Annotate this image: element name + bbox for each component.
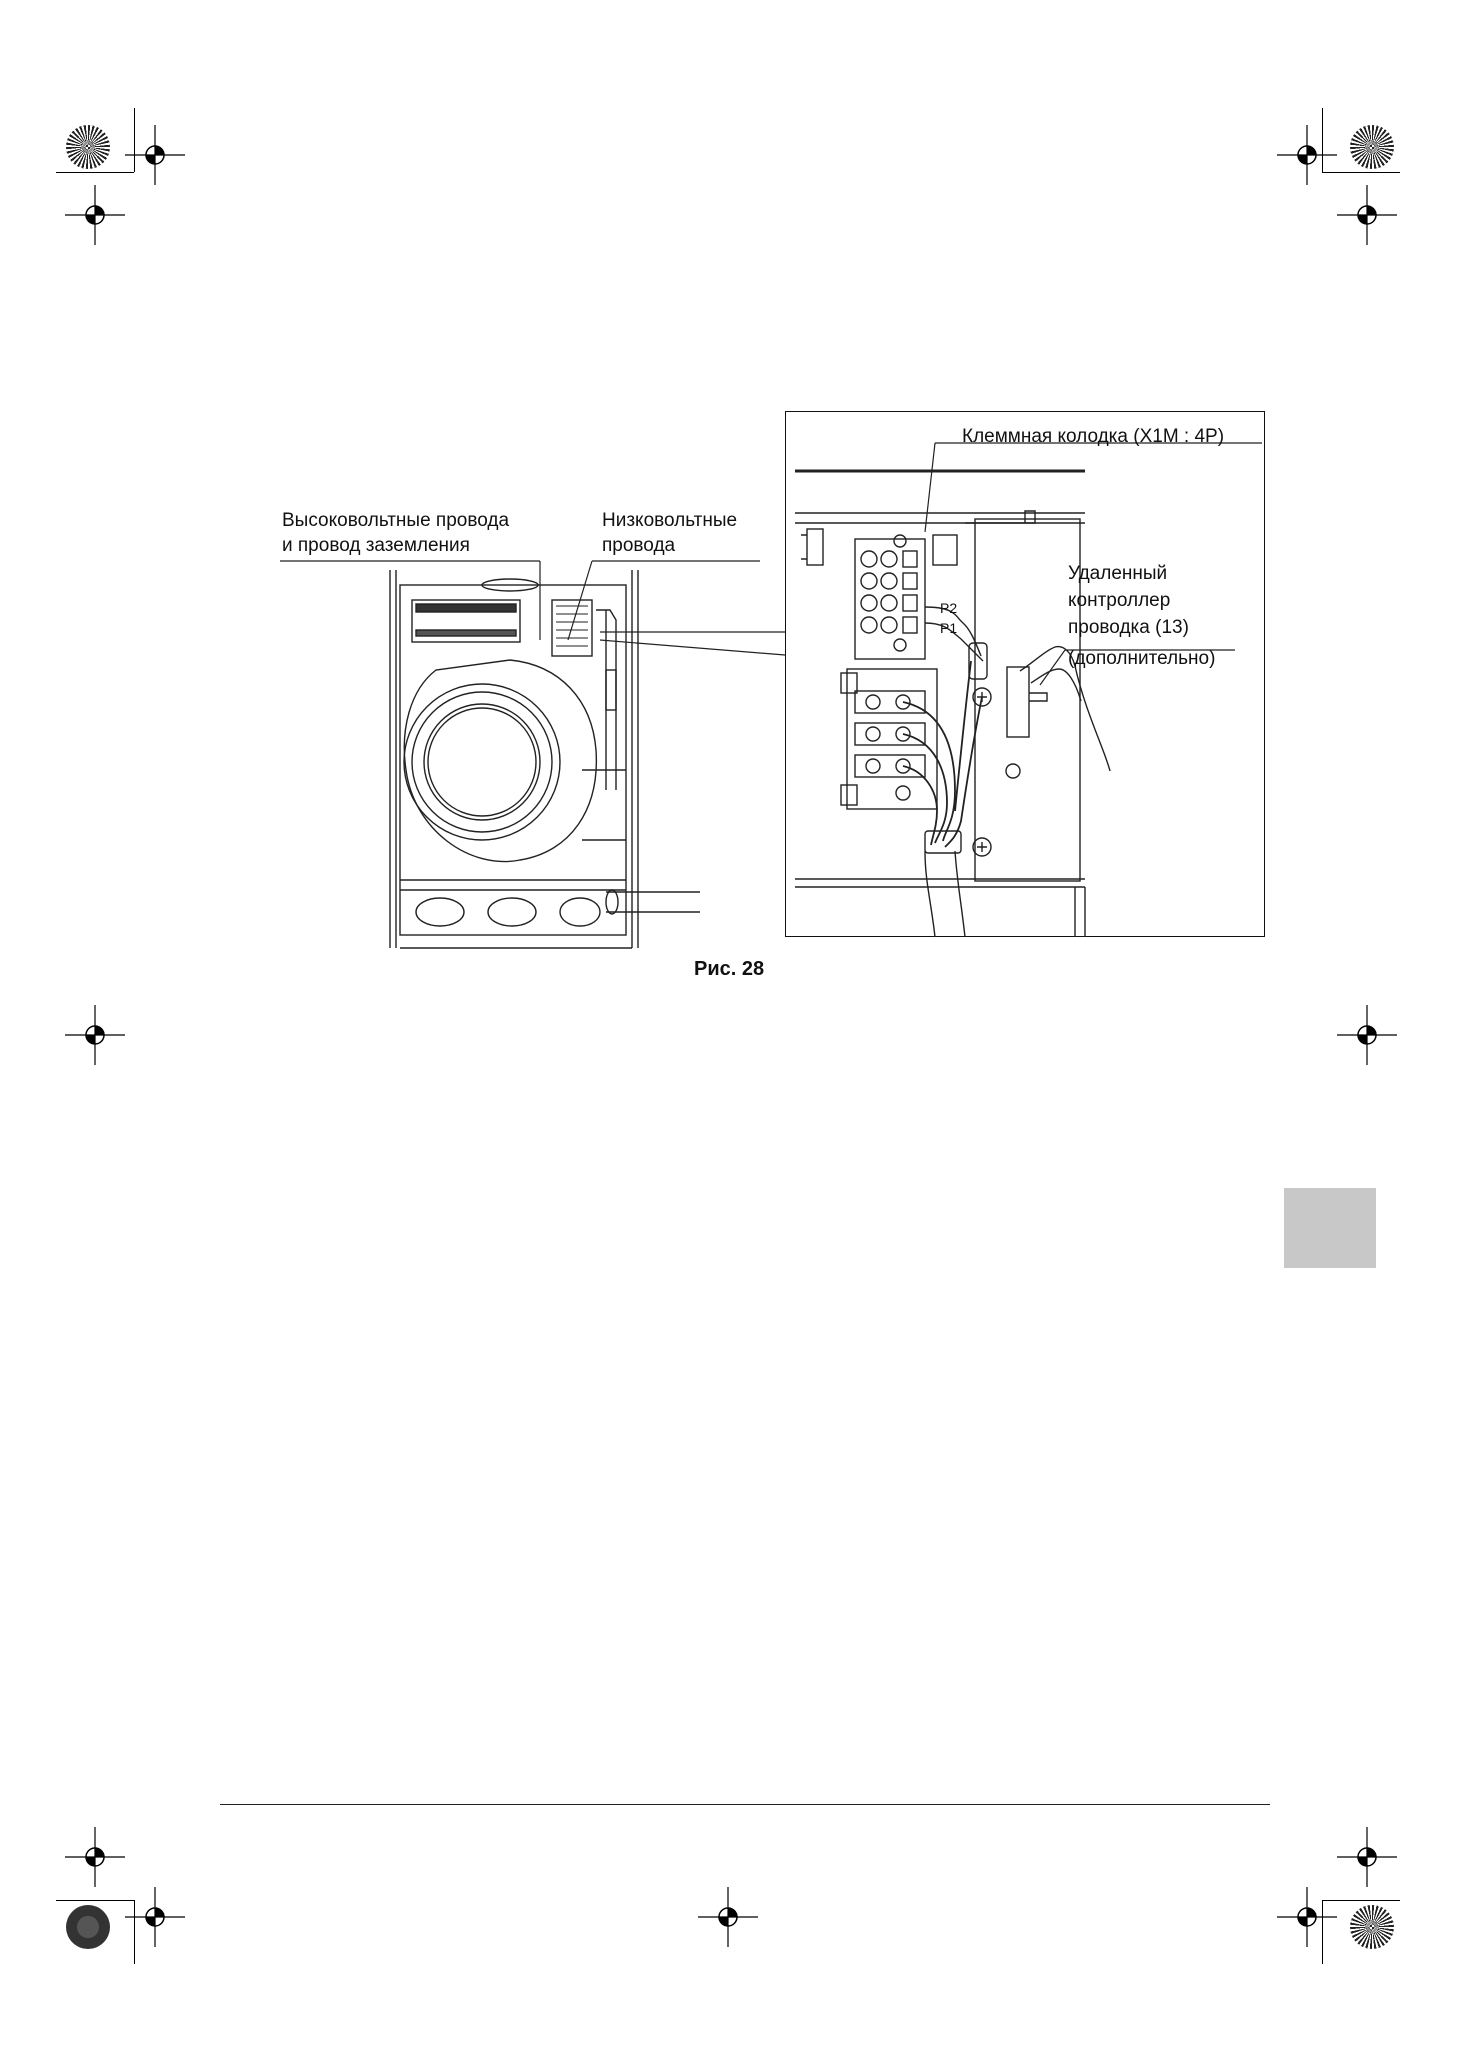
label-line: и провод заземления bbox=[282, 535, 470, 556]
label-line: контроллер bbox=[1068, 590, 1171, 611]
label-terminal-block bbox=[962, 424, 1224, 449]
label-line: Удаленный bbox=[1068, 563, 1168, 584]
terminal-block-detail-drawing bbox=[785, 411, 1265, 937]
terminal-label-p2: P2 bbox=[940, 600, 958, 616]
label-line: Низковольтные bbox=[602, 510, 738, 531]
label-remote-controller-wiring bbox=[1068, 560, 1215, 672]
label-low-voltage-wires bbox=[602, 508, 737, 558]
footer-rule bbox=[220, 1804, 1270, 1805]
label-line: (дополнительно) bbox=[1068, 648, 1216, 669]
figure-caption: Рис. 28 bbox=[694, 958, 765, 980]
label-line: Высоковольтные провода bbox=[282, 510, 510, 531]
terminal-label-p1: P1 bbox=[940, 620, 958, 636]
section-tab-marker bbox=[1284, 1188, 1376, 1268]
label-high-voltage-wires bbox=[282, 508, 509, 558]
label-line: провода bbox=[602, 535, 676, 556]
label-line: проводка (13) bbox=[1068, 617, 1189, 638]
label-line: Клеммная колодка (X1M : 4P) bbox=[962, 426, 1225, 447]
